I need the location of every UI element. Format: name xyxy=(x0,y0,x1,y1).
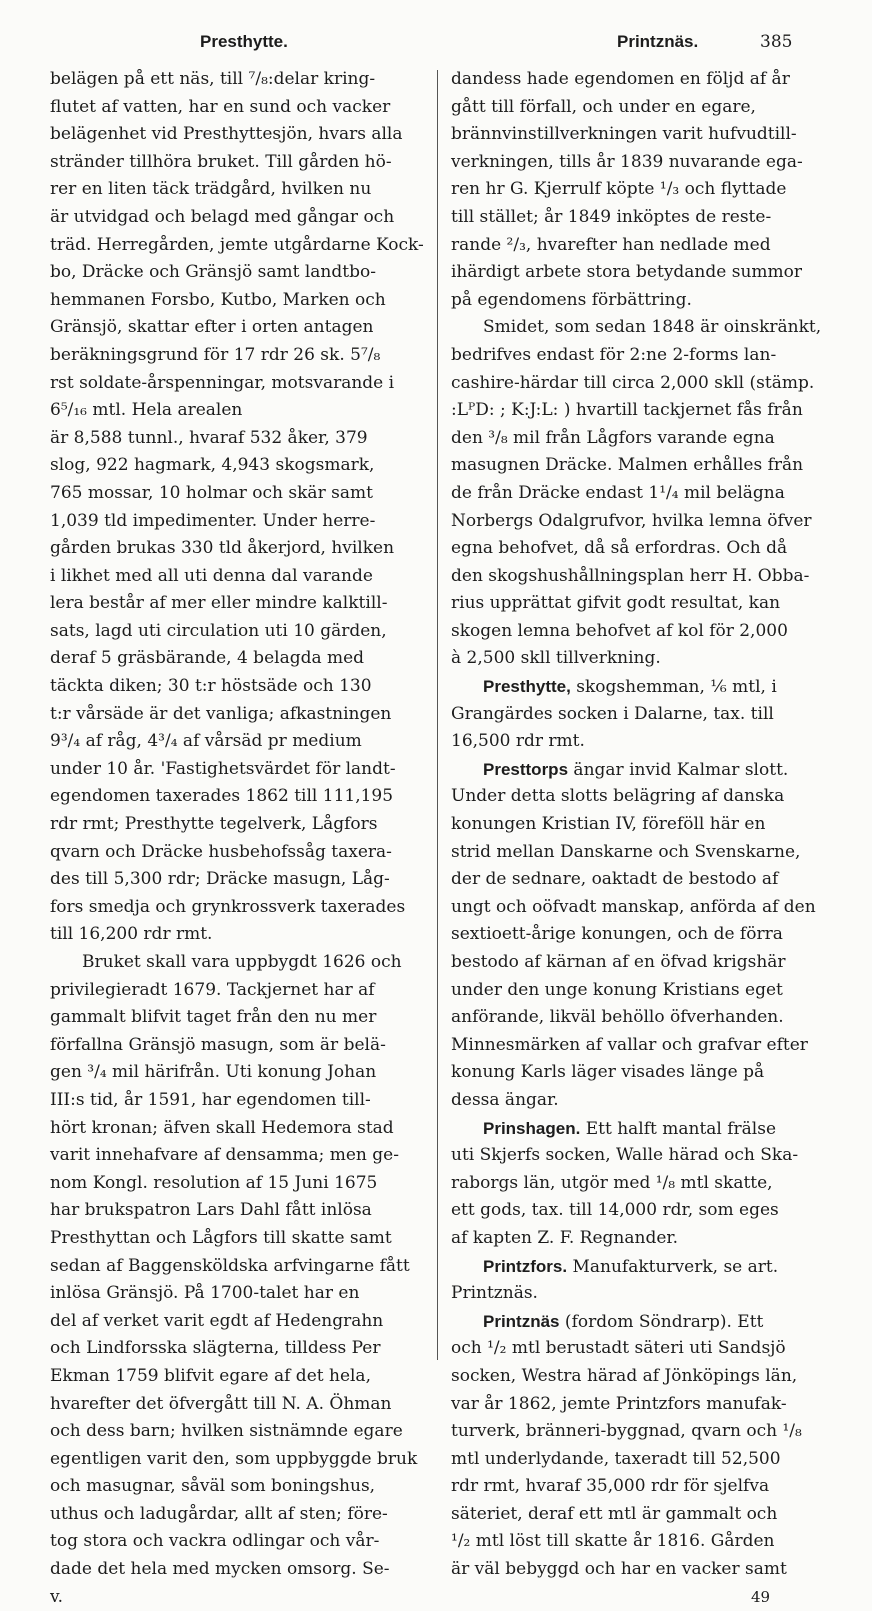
text-line: uthus och ladugårdar, allt af sten; före- xyxy=(50,1503,388,1524)
text-line: egentligen varit den, som uppbyggde bruk xyxy=(50,1448,418,1469)
text-line: Under detta slotts belägring af danska xyxy=(451,786,785,807)
text-line: stränder tillhöra bruket. Till gården hö- xyxy=(50,151,392,172)
text-line: Ekman 1759 blifvit egare af det hela, xyxy=(50,1365,371,1386)
text-line: var år 1862, jemte Printzfors manufak- xyxy=(451,1393,787,1414)
column-divider xyxy=(437,70,438,1360)
text-line: konung Karls läger visades länge på xyxy=(451,1062,765,1083)
text-line: sextioett-årige konungen, och de förra xyxy=(451,924,783,945)
text-line: rande ²/₃, hvarefter han nedlade med xyxy=(451,234,771,255)
text-line: är 8,588 tunnl., hvaraf 532 åker, 379 xyxy=(50,427,368,448)
text-line: bestodo af kärnan af en öfvad krigshär xyxy=(451,952,786,972)
text-line: Presthytte, skogshemman, ⅙ mtl, i xyxy=(483,677,777,698)
text-line: och masugnar, såväl som boningshus, xyxy=(50,1476,376,1497)
text-line: hört kronan; äfven skall Hedemora stad xyxy=(50,1117,394,1138)
text-line: på egendomens förbättring. xyxy=(451,289,692,310)
text-line: 16,500 rdr rmt. xyxy=(451,731,585,752)
text-line: ungt och oöfvadt manskap, anförda af den xyxy=(451,896,816,917)
header-left: Presthytte. xyxy=(200,32,288,51)
text-line: deraf 5 gräsbärande, 4 belagda med xyxy=(50,648,365,669)
text-line: egna behofvet, då så erfordras. Och då xyxy=(451,538,788,559)
text-line: socken, Westra härad af Jönköpings län, xyxy=(451,1365,798,1386)
text-line: nom Kongl. resolution af 15 Juni 1675 xyxy=(50,1172,378,1193)
text-line: 6⁵/₁₆ mtl. Hela arealen xyxy=(50,400,243,421)
text-line: qvarn och Dräcke husbehofssåg taxera- xyxy=(50,841,392,862)
text-line: rst soldate-årspenningar, motsvarande i xyxy=(50,372,395,393)
text-line: sats, lagd uti circulation uti 10 gärden, xyxy=(50,620,387,641)
text-line: der de sednare, oaktadt de bestodo af xyxy=(451,869,779,890)
text-line: konungen Kristian IV, föreföll här en xyxy=(451,814,766,835)
text-line: har brukspatron Lars Dahl fått inlösa xyxy=(50,1200,372,1221)
text-line: tog stora och vackra odlingar och vår- xyxy=(50,1531,380,1552)
text-line: belägen på ett näs, till ⁷/₈:delar kring- xyxy=(50,69,376,89)
text-line: des till 5,300 rdr; Dräcke masugn, Låg- xyxy=(50,869,390,890)
text-line: uti Skjerfs socken, Walle härad och Ska- xyxy=(451,1145,799,1166)
text-line: förfallna Gränsjö masugn, som är belä- xyxy=(50,1034,386,1055)
text-line: gen ³/₄ mil härifrån. Uti konung Johan xyxy=(50,1062,377,1083)
text-line: och Lindforsska slägterna, tilldess Per xyxy=(50,1338,381,1359)
header-right: Printznäs. xyxy=(617,32,699,51)
text-line: varit innehafvare af densamma; men ge- xyxy=(50,1145,399,1166)
text-line: mtl underlydande, taxeradt till 52,500 xyxy=(451,1448,781,1469)
text-line: inlösa Gränsjö. På 1700-talet har en xyxy=(50,1283,360,1304)
text-line: den skogshushållningsplan herr H. Obba- xyxy=(451,565,810,586)
text-line: till 16,200 rdr rmt. xyxy=(50,924,213,945)
text-line: del af verket varit egdt af Hedengrahn xyxy=(50,1310,384,1331)
text-line: verkningen, tills år 1839 nuvarande ega- xyxy=(451,151,803,172)
text-line: skogen lemna behofvet af kol för 2,000 xyxy=(451,620,788,641)
text-line: beräkningsgrund för 17 rdr 26 sk. 5⁷/₈ xyxy=(50,344,381,365)
text-line: Norbergs Odalgrufvor, hvilka lemna öfver xyxy=(451,510,812,531)
text-line: hvarefter det öfvergått till N. A. Öhman xyxy=(50,1393,392,1414)
text-line: gammalt blifvit taget från den nu mer xyxy=(50,1007,377,1028)
text-line: rer en liten täck trädgård, hvilken nu xyxy=(50,179,372,200)
text-line: rdr rmt; Presthytte tegelverk, Lågfors xyxy=(50,814,378,835)
text-line: Minnesmärken af vallar och grafvar efter xyxy=(451,1034,808,1055)
page-number: 385 xyxy=(760,32,793,52)
text-line: sedan af Baggensköldska arfvingarne fått xyxy=(50,1255,410,1276)
text-line: hemmanen Forsbo, Kutbo, Marken och xyxy=(50,289,386,310)
text-line: 9³/₄ af råg, 4³/₄ af vårsäd pr medium xyxy=(50,731,362,752)
text-line: i likhet med all uti denna dal varande xyxy=(50,565,373,586)
text-line: säteriet, deraf ett mtl är gammalt och xyxy=(451,1503,778,1524)
text-line: dade det hela med mycken omsorg. Se- xyxy=(50,1559,390,1580)
text-line: strid mellan Danskarne och Svenskarne, xyxy=(451,841,801,862)
text-line: 765 mossar, 10 holmar och skär samt xyxy=(50,482,373,503)
text-line: slog, 922 hagmark, 4,943 skogsmark, xyxy=(50,455,375,476)
text-line: Printzfors. Manufakturverk, se art. xyxy=(483,1256,779,1277)
text-line: ¹/₂ mtl löst till skatte år 1816. Gården xyxy=(451,1531,775,1552)
text-line: Gränsjö, skattar efter i orten antagen xyxy=(50,317,374,338)
text-line: de från Dräcke endast 1¹/₄ mil belägna xyxy=(451,482,785,503)
text-line: fors smedja och grynkrossverk taxerades xyxy=(50,896,406,917)
text-line: af kapten Z. F. Regnander. xyxy=(451,1227,679,1248)
text-line: Grangärdes socken i Dalarne, tax. till xyxy=(451,703,774,724)
text-line: Prinshagen. Ett halft mantal frälse xyxy=(483,1118,777,1139)
text-line: och ¹/₂ mtl berustadt säteri uti Sandsjö xyxy=(451,1338,786,1359)
text-line: Printznäs. xyxy=(451,1283,538,1304)
text-line: belägenhet vid Presthyttesjön, hvars alla xyxy=(50,124,403,145)
text-line: Smidet, som sedan 1848 är oinskränkt, xyxy=(483,317,822,338)
text-line: ett gods, tax. till 14,000 rdr, som eges xyxy=(451,1200,779,1221)
text-line: brännvinstillverkningen varit hufvudtill- xyxy=(451,124,797,145)
text-line: ren hr G. Kjerrulf köpte ¹/₃ och flyttade xyxy=(451,179,787,200)
text-line: täckta diken; 30 t:r höstsäde och 130 xyxy=(50,676,372,697)
text-line: flutet af vatten, har en sund och vacker xyxy=(50,96,391,117)
text-line: lera består af mer eller mindre kalktill- xyxy=(50,593,388,614)
left-column xyxy=(50,66,430,1611)
text-line: träd. Herregården, jemte utgårdarne Kock- xyxy=(50,234,424,255)
text-line: raborgs län, utgör med ¹/₈ mtl skatte, xyxy=(451,1172,773,1193)
text-line: bo, Dräcke och Gränsjö samt landtbo- xyxy=(50,262,376,283)
text-line: rius upprättat gifvit godt resultat, kan xyxy=(451,593,781,614)
text-line: gården brukas 330 tld åkerjord, hvilken xyxy=(50,538,395,559)
text-line: egendomen taxerades 1862 till 111,195 xyxy=(50,786,394,807)
running-header xyxy=(0,32,872,62)
text-line: Presttorps ängar invid Kalmar slott. xyxy=(483,759,789,780)
text-line: cashire-härdar till circa 2,000 skll (stämp. xyxy=(451,372,815,393)
text-line: Presthyttan och Lågfors till skatte samt xyxy=(50,1227,392,1248)
text-line: den ³/₈ mil från Lågfors varande egna xyxy=(451,427,775,448)
text-line: t:r vårsäde är det vanliga; afkastningen xyxy=(50,703,392,724)
text-line: anförande, likväl behöllo öfverhanden. xyxy=(451,1007,784,1028)
text-line: 1,039 tld impedimenter. Under herre- xyxy=(50,510,376,531)
text-line: ihärdigt arbete stora betydande summor xyxy=(451,262,803,283)
text-line: privilegieradt 1679. Tackjernet har af xyxy=(50,979,375,1000)
signature-mark: 49 xyxy=(751,1587,771,1606)
text-line: är väl bebyggd och har en vacker samt xyxy=(451,1559,787,1580)
text-line: masugnen Dräcke. Malmen erhålles från xyxy=(451,455,804,476)
text-line: rdr rmt, hvaraf 35,000 rdr för sjelfva xyxy=(451,1476,770,1497)
text-line: Printznäs (fordom Söndrarp). Ett xyxy=(483,1311,764,1332)
text-line: III:s tid, år 1591, har egendomen till- xyxy=(50,1089,371,1110)
text-line: gått till förfall, och under en egare, xyxy=(451,96,756,117)
text-line: är utvidgad och belagd med gångar och xyxy=(50,206,395,227)
text-line: till stället; år 1849 inköptes de reste- xyxy=(451,206,772,227)
text-line: :LᴾD: ; K:J:L: ) hvartill tackjernet fås från xyxy=(451,400,803,421)
text-line: dessa ängar. xyxy=(451,1089,559,1110)
text-line: à 2,500 skll tillverkning. xyxy=(451,648,661,669)
text-line: turverk, bränneri-byggnad, qvarn och ¹/₈ xyxy=(451,1421,802,1442)
text-line: under 10 år. 'Fastighetsvärdet för landt- xyxy=(50,758,396,779)
text-line: dandess hade egendomen en följd af år xyxy=(451,69,790,89)
text-line: Bruket skall vara uppbygdt 1626 och xyxy=(82,952,402,972)
text-line: v. xyxy=(50,1586,63,1607)
right-column xyxy=(451,66,825,1611)
text-line: under den unge konung Kristians eget xyxy=(451,979,783,1000)
text-line: bedrifves endast för 2:ne 2-forms lan- xyxy=(451,344,777,365)
text-line: och dess barn; hvilken sistnämnde egare xyxy=(50,1421,403,1442)
